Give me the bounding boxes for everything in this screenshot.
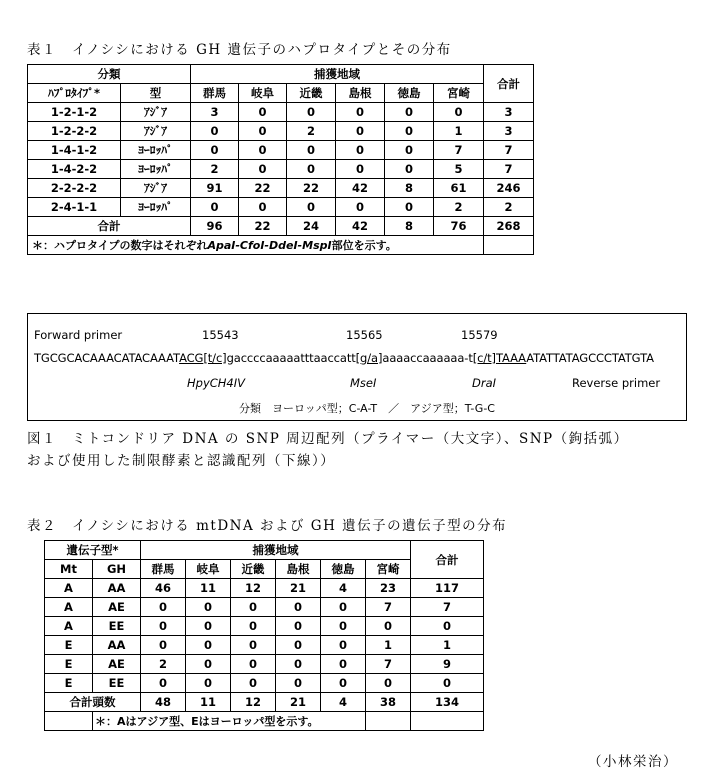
table-row — [45, 636, 484, 655]
cell-value: 21 — [276, 579, 321, 598]
row-type: ｱｼﾞｱ — [121, 179, 191, 198]
cell-value: 0 — [321, 674, 366, 693]
table1-sum: 22 — [239, 217, 287, 236]
cell-value: 0 — [276, 674, 321, 693]
cell-value: 0 — [385, 160, 434, 179]
cell-value: 0 — [287, 160, 336, 179]
cell-value: 0 — [239, 198, 287, 217]
figure1-caption-line2: および使用した制限酵素と認識配列（下線）） — [27, 453, 336, 469]
row-type: AA — [93, 636, 141, 655]
cell-value: 22 — [239, 179, 287, 198]
row-label: 2-4-1-1 — [28, 198, 121, 217]
cell-value: 0 — [385, 198, 434, 217]
cell-value: 61 — [434, 179, 484, 198]
cell-value: 0 — [141, 617, 186, 636]
table2-caption: 表２ イノシシにおける mtDNA および GH 遺伝子の遺伝子型の分布 — [27, 518, 508, 534]
table1-region: 宮崎 — [434, 84, 484, 103]
row-type: AE — [93, 655, 141, 674]
table2-header-genotype: 遺伝子型* — [45, 541, 141, 560]
table2-sum: 4 — [321, 693, 366, 712]
table-row — [45, 655, 484, 674]
table1-sum: 76 — [434, 217, 484, 236]
table1-header-region: 捕獲地域 — [191, 65, 484, 84]
row-label: 1-4-2-2 — [28, 160, 121, 179]
row-total: 0 — [411, 674, 484, 693]
cell-value: 0 — [336, 198, 385, 217]
cell-value: 0 — [276, 636, 321, 655]
row-type: ﾖｰﾛｯﾊﾟ — [121, 160, 191, 179]
cell-value: 0 — [239, 122, 287, 141]
table-row — [28, 179, 534, 198]
cell-value: 42 — [336, 179, 385, 198]
cell-value: 0 — [287, 198, 336, 217]
cell-value: 4 — [321, 579, 366, 598]
cell-value: 0 — [276, 617, 321, 636]
row-type: ｱｼﾞｱ — [121, 103, 191, 122]
table2 — [44, 540, 484, 731]
table-row — [45, 579, 484, 598]
table2-sum-label: 合計頭数 — [45, 693, 141, 712]
row-type: EE — [93, 674, 141, 693]
table1-sum: 8 — [385, 217, 434, 236]
row-label: 1-2-2-2 — [28, 122, 121, 141]
row-total: 3 — [484, 122, 534, 141]
table-row — [28, 103, 534, 122]
table2-region: 群馬 — [141, 560, 186, 579]
cell-value: 0 — [385, 141, 434, 160]
row-total: 246 — [484, 179, 534, 198]
row-label: A — [45, 598, 93, 617]
row-total: 7 — [484, 141, 534, 160]
cell-value: 0 — [287, 141, 336, 160]
table1-note: ＊：ハプロタイプの数字はそれぞれApaI-CfoI-DdeI-MspI部位を示す。 — [28, 236, 484, 255]
cell-value: 0 — [231, 674, 276, 693]
cell-value: 0 — [321, 655, 366, 674]
classification-text: 分類 ヨーロッパ型；C-A-T ／ アジア型；T-G-C — [239, 402, 495, 415]
table1-sum-total: 268 — [484, 217, 534, 236]
enzyme-label: DraI — [472, 376, 497, 390]
cell-value: 2 — [287, 122, 336, 141]
table1-region: 岐阜 — [239, 84, 287, 103]
cell-value: 0 — [239, 141, 287, 160]
cell-value: 0 — [141, 598, 186, 617]
table-row — [28, 122, 534, 141]
cell-value: 0 — [336, 141, 385, 160]
table1-sum: 96 — [191, 217, 239, 236]
table1-header-class: 分類 — [28, 65, 191, 84]
row-label: E — [45, 636, 93, 655]
cell-value: 8 — [385, 179, 434, 198]
cell-value: 0 — [186, 598, 231, 617]
cell-value: 0 — [336, 103, 385, 122]
row-type: EE — [93, 617, 141, 636]
table1-caption: 表１ イノシシにおける GH 遺伝子のハプロタイプとその分布 — [27, 42, 452, 58]
table2-sum: 21 — [276, 693, 321, 712]
cell-value: 2 — [434, 198, 484, 217]
row-type: ﾖｰﾛｯﾊﾟ — [121, 198, 191, 217]
cell-value: 1 — [434, 122, 484, 141]
table1 — [27, 64, 534, 255]
cell-value: 23 — [366, 579, 411, 598]
row-label: 1-2-1-2 — [28, 103, 121, 122]
cell-value: 0 — [239, 103, 287, 122]
table1-region: 近畿 — [287, 84, 336, 103]
enzyme-label: MseI — [350, 376, 377, 390]
cell-value: 0 — [186, 636, 231, 655]
table1-sum: 24 — [287, 217, 336, 236]
table2-region: 島根 — [276, 560, 321, 579]
cell-value: 0 — [276, 655, 321, 674]
cell-value: 0 — [141, 674, 186, 693]
reverse-primer-label: Reverse primer — [572, 376, 661, 390]
row-type: ﾖｰﾛｯﾊﾟ — [121, 141, 191, 160]
table-row — [28, 198, 534, 217]
cell-value: 12 — [231, 579, 276, 598]
cell-value: 46 — [141, 579, 186, 598]
forward-primer-label: Forward primer — [34, 328, 123, 342]
cell-value: 3 — [191, 103, 239, 122]
cell-value: 0 — [321, 636, 366, 655]
cell-value: 0 — [231, 636, 276, 655]
row-label: 1-4-1-2 — [28, 141, 121, 160]
cell-value: 5 — [434, 160, 484, 179]
row-total: 0 — [411, 617, 484, 636]
cell-value: 11 — [186, 579, 231, 598]
cell-value: 0 — [366, 674, 411, 693]
table1-header-type: 型 — [121, 84, 191, 103]
cell-value: 0 — [336, 122, 385, 141]
row-label: A — [45, 579, 93, 598]
cell-value: 1 — [366, 636, 411, 655]
table2-sum: 12 — [231, 693, 276, 712]
row-total: 1 — [411, 636, 484, 655]
table-row — [28, 160, 534, 179]
table2-region: 岐阜 — [186, 560, 231, 579]
table2-sum-total: 134 — [411, 693, 484, 712]
table1-region: 徳島 — [385, 84, 434, 103]
cell-value: 0 — [141, 636, 186, 655]
row-type: ｱｼﾞｱ — [121, 122, 191, 141]
cell-value: 0 — [434, 103, 484, 122]
cell-value: 0 — [191, 122, 239, 141]
table1-sum: 42 — [336, 217, 385, 236]
table2-sum: 11 — [186, 693, 231, 712]
cell-value: 91 — [191, 179, 239, 198]
row-label: E — [45, 674, 93, 693]
table1-region: 島根 — [336, 84, 385, 103]
cell-value: 0 — [385, 103, 434, 122]
table-row — [45, 617, 484, 636]
cell-value: 0 — [191, 141, 239, 160]
figure1-box — [27, 313, 687, 421]
enzyme-label: HpyCH4IV — [187, 376, 246, 390]
cell-value: 0 — [186, 674, 231, 693]
row-total: 2 — [484, 198, 534, 217]
table2-region: 近畿 — [231, 560, 276, 579]
table2-header-total: 合計 — [411, 541, 484, 579]
position-label: 15543 — [202, 328, 239, 342]
cell-value: 0 — [231, 617, 276, 636]
cell-value: 0 — [239, 160, 287, 179]
row-total: 7 — [411, 598, 484, 617]
table2-sum: 38 — [366, 693, 411, 712]
row-total: 7 — [484, 160, 534, 179]
table2-header-region: 捕獲地域 — [141, 541, 411, 560]
table1-sum-label: 合計 — [28, 217, 191, 236]
table2-region: 徳島 — [321, 560, 366, 579]
cell-value: 7 — [366, 655, 411, 674]
row-label: A — [45, 617, 93, 636]
cell-value: 22 — [287, 179, 336, 198]
row-label: E — [45, 655, 93, 674]
table2-sum: 48 — [141, 693, 186, 712]
author: （小林栄治） — [588, 754, 678, 770]
table-row — [45, 598, 484, 617]
cell-value: 7 — [434, 141, 484, 160]
row-label: 2-2-2-2 — [28, 179, 121, 198]
position-label: 15579 — [461, 328, 498, 342]
row-total: 3 — [484, 103, 534, 122]
row-type: AE — [93, 598, 141, 617]
cell-value: 0 — [276, 598, 321, 617]
row-total: 9 — [411, 655, 484, 674]
cell-value: 0 — [186, 617, 231, 636]
table1-header-total: 合計 — [484, 65, 534, 103]
cell-value: 0 — [191, 198, 239, 217]
position-label: 15565 — [346, 328, 383, 342]
cell-value: 0 — [385, 122, 434, 141]
row-total: 117 — [411, 579, 484, 598]
cell-value: 0 — [366, 617, 411, 636]
cell-value: 0 — [336, 160, 385, 179]
table2-region: 宮崎 — [366, 560, 411, 579]
figure1-caption-line1: 図１ ミトコンドリア DNA の SNP 周辺配列（プライマー（大文字）、SNP（鉤括弧） — [27, 431, 629, 447]
cell-value: 2 — [191, 160, 239, 179]
cell-value: 0 — [231, 598, 276, 617]
cell-value: 0 — [321, 598, 366, 617]
cell-value: 0 — [231, 655, 276, 674]
cell-value: 7 — [366, 598, 411, 617]
table2-note: ＊：Aはアジア型、Eはヨーロッパ型を示す。 — [93, 712, 366, 731]
row-type: AA — [93, 579, 141, 598]
table1-header-haplotype: ﾊﾌﾟﾛﾀｲﾌﾟ* — [28, 84, 121, 103]
cell-value: 0 — [287, 103, 336, 122]
table1-region: 群馬 — [191, 84, 239, 103]
cell-value: 0 — [321, 617, 366, 636]
table-row — [28, 141, 534, 160]
table-row — [45, 674, 484, 693]
cell-value: 0 — [186, 655, 231, 674]
table2-header-mt: Mt — [45, 560, 93, 579]
dna-sequence: TGCGCACAAACATACAAATACG[t/c]gaccccaaaaatttaaccatt[g/a]aaaaccaaaaaa-t[c/t]TAAAATATTATAGCCCTATGTA — [34, 351, 654, 365]
table2-header-gh: GH — [93, 560, 141, 579]
cell-value: 2 — [141, 655, 186, 674]
